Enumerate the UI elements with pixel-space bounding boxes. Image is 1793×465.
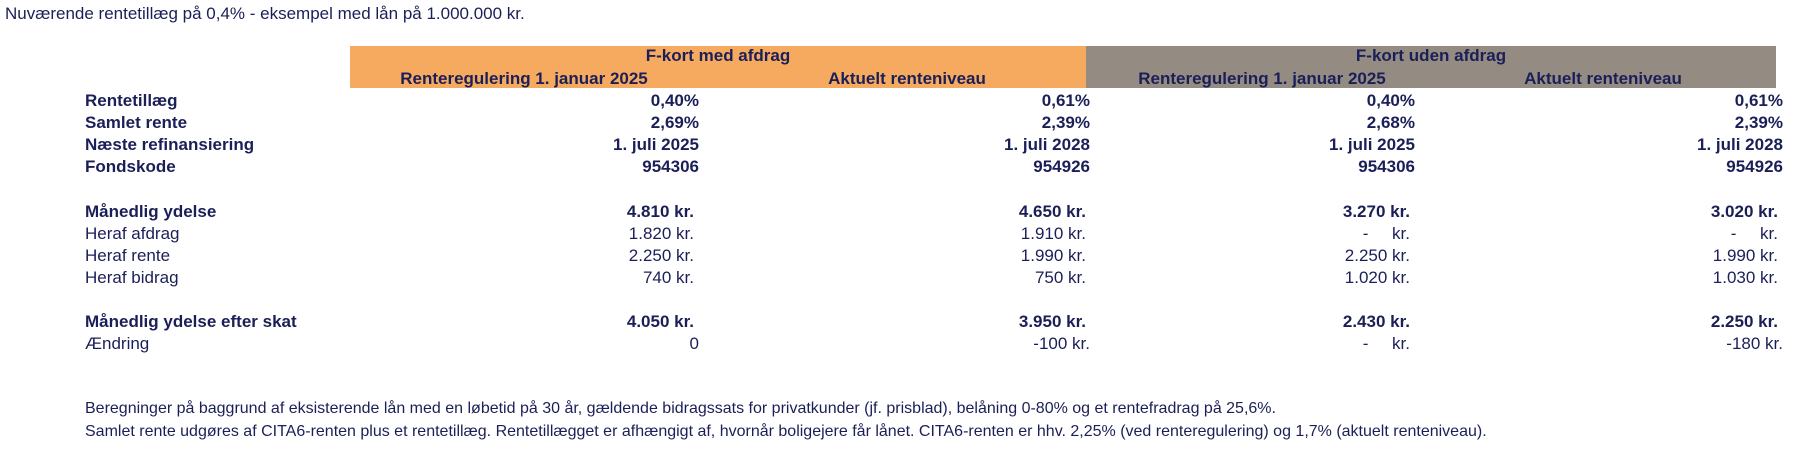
cell: 954926 (1033, 157, 1090, 176)
cell: -180 kr. (1726, 334, 1783, 353)
row-label: Samlet rente (85, 113, 188, 132)
cell: 2,68% (1366, 113, 1415, 132)
cell: 1.020 kr. (1344, 268, 1410, 287)
cell: 1.820 kr. (628, 224, 694, 243)
table-row (0, 312, 1793, 334)
cell: 3.950 kr. (1018, 312, 1086, 331)
row-label: Rentetillæg (85, 91, 178, 110)
row-label: Månedlig ydelse (85, 202, 217, 221)
table-row (0, 268, 1793, 290)
table-row (0, 334, 1793, 356)
cell: 0 (689, 334, 699, 353)
cell: - kr. (1362, 224, 1410, 243)
cell: 1. juli 2025 (1329, 135, 1415, 154)
cell: 1. juli 2025 (613, 135, 699, 154)
cell: 2.250 kr. (628, 246, 694, 265)
table-row (0, 91, 1793, 113)
cell: 2.430 kr. (1342, 312, 1410, 331)
cell: 2.250 kr. (1710, 312, 1778, 331)
cell: 3.020 kr. (1710, 202, 1778, 221)
footnote-2: Samlet rente udgøres af CITA6-renten plus et rentetillæg. Rentetillægget er afhængigt af, hvornår boligejere får lånet. CITA6-renten er hhv. 2,25% (ved renteregulering) og 1,7% (aktuelt renteniveau). (85, 423, 1487, 440)
cell: 954306 (642, 157, 699, 176)
group-header-with-repayment: F-kort med afdrag (645, 46, 791, 65)
footnote-1: Beregninger på baggrund af eksisterende lån med en løbetid på 30 år, gældende bidragssats for privatkunder (jf. prisblad), belåning 0-80% og et rentefradrag på 25,6%. (85, 400, 1276, 417)
subheader-col3: Renteregulering 1. januar 2025 (1138, 69, 1386, 88)
row-label: Heraf rente (85, 246, 171, 265)
cell: 1. juli 2028 (1697, 135, 1783, 154)
cell: 2.250 kr. (1344, 246, 1410, 265)
row-label: Ændring (85, 334, 150, 353)
row-label: Næste refinansiering (85, 135, 255, 154)
cell: 0,61% (1734, 91, 1783, 110)
cell: 750 kr. (1034, 268, 1086, 287)
row-label: Heraf bidrag (85, 268, 179, 287)
cell: 2,69% (650, 113, 699, 132)
subheader-col4: Aktuelt renteniveau (1524, 69, 1682, 88)
table-row (0, 246, 1793, 268)
cell: 1. juli 2028 (1004, 135, 1090, 154)
cell: 0,40% (1366, 91, 1415, 110)
table-row (0, 224, 1793, 246)
subheader-col2: Aktuelt renteniveau (828, 69, 986, 88)
table-row (0, 113, 1793, 135)
table-row (0, 135, 1793, 157)
cell: - kr. (1730, 224, 1778, 243)
cell: -100 kr. (1033, 334, 1090, 353)
cell: 740 kr. (642, 268, 694, 287)
page-title: Nuværende rentetillæg på 0,4% - eksempel med lån på 1.000.000 kr. (5, 4, 525, 23)
cell: 1.030 kr. (1712, 268, 1778, 287)
cell: 4.810 kr. (626, 202, 694, 221)
cell: 954926 (1726, 157, 1783, 176)
table-row (0, 157, 1793, 179)
cell: 3.270 kr. (1342, 202, 1410, 221)
cell: - kr. (1362, 334, 1410, 353)
cell: 1.990 kr. (1020, 246, 1086, 265)
cell: 2,39% (1734, 113, 1783, 132)
row-label: Heraf afdrag (85, 224, 180, 243)
cell: 1.990 kr. (1712, 246, 1778, 265)
cell: 2,39% (1041, 113, 1090, 132)
cell: 4.050 kr. (626, 312, 694, 331)
cell: 0,61% (1041, 91, 1090, 110)
row-label: Månedlig ydelse efter skat (85, 312, 297, 331)
cell: 1.910 kr. (1020, 224, 1086, 243)
cell: 954306 (1358, 157, 1415, 176)
table-row (0, 202, 1793, 224)
cell: 4.650 kr. (1018, 202, 1086, 221)
cell: 0,40% (650, 91, 699, 110)
group-header-without-repayment: F-kort uden afdrag (1355, 46, 1507, 65)
row-label: Fondskode (85, 157, 176, 176)
subheader-col1: Renteregulering 1. januar 2025 (400, 69, 648, 88)
